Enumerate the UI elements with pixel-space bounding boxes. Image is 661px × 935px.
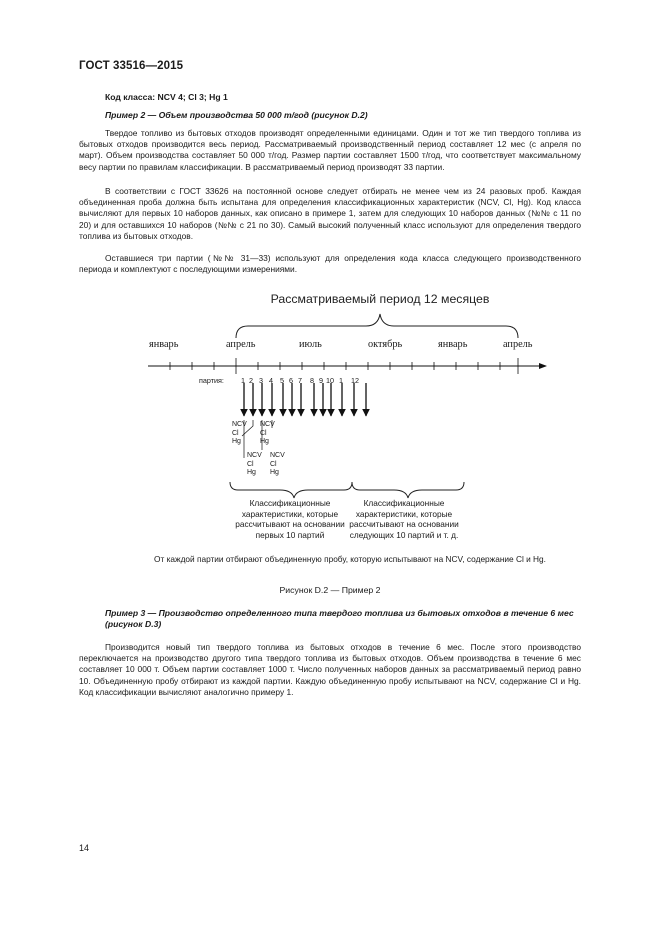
figure-caption: Рисунок D.2 — Пример 2 [279,585,381,595]
example2-paragraph-2: В соответствии с ГОСТ 33626 на постоянной основе следует отбирать не менее чем из 24 разовых проб. Каждая объединенная проба должна быть испытана для определения классификационных характеристик (NCV, Cl, Hg). Код класса вычисляют для первых 10 наборов данных, как описано в примере 1, затем для следующих 10 наборов данных (№№ с 11 по 20) и для оставшихся 10 наборов (№№ с 21 по 30). Самый высокий полученный класс используют для определения твердого топлива из бытовых отходов. [79,186,581,241]
class-first-line: первых 10 партий [255,529,325,540]
month-label: январь [149,339,179,350]
batch-number: 7 [298,376,302,385]
param-group [270,452,285,478]
standard-header: ГОСТ 33516—2015 [79,60,184,72]
param-ncv: NCV [270,452,285,459]
param-hg: Hg [260,438,269,446]
month-label: июль [299,339,322,350]
example2-paragraph-3: Оставшиеся три партии (№№ 31—33) используют для определения кода класса следующего производственного периода и комплектуют с последующими измерениями. [79,253,581,275]
batch-number: 9 [319,376,323,385]
example3-heading [79,608,581,630]
param-cl: Cl [232,429,239,437]
class-first-line: рассчитывают на основании [235,519,345,530]
class-next-line: Классификационные [363,498,445,508]
batch-number: 12 [351,376,359,385]
next-ten-brace [352,482,464,498]
month-label: октябрь [368,339,403,350]
class-next-line: рассчитывают на основании [349,519,459,530]
class-code-line: Код класса: NCV 4; Cl 3; Hg 1 [105,92,228,102]
first-ten-brace [230,482,352,498]
batch-number: 1 [241,376,245,385]
figure-note: От каждой партии отбирают объединенную пробу, которую испытывают на NCV, содержание Cl и Hg. [154,554,546,564]
param-group [247,452,262,478]
figure-title: Рассматриваемый период 12 месяцев [270,292,490,306]
month-label: апрель [503,339,533,350]
param-ncv: NCV [260,421,275,428]
class-next-line: следующих 10 партий и т. д. [349,529,459,540]
page-number: 14 [79,843,90,853]
month-label: апрель [226,339,256,350]
batch-number: 5 [280,376,284,385]
example3-paragraph: Производится новый тип твердого топлива из бытовых отходов в течение 6 мес. После этого производство переключается на производство другого типа твердого топлива из бытовых отходов. Объем производства в течение 6 мес составляет 10 000 т. Объем партии составляет 1000 т. Число полученных наборов данных за рассматриваемый период равно 10. Объединенную пробу отбирают из каждой партии. Каждую объединенную пробу испытывают на NCV, содержание Cl и Hg. Код классификации вычисляют аналогично примеру 1. [79,642,581,697]
batch-number: 4 [269,376,273,385]
param-hg: Hg [270,469,279,477]
batch-number: 1 [339,376,343,385]
class-first-line: Классификационные [249,498,331,508]
batch-label: партия: [199,376,224,385]
batch-arrows [244,383,366,416]
period-brace [236,314,518,338]
param-cl: Cl [247,460,254,468]
batch-number: 8 [310,376,314,385]
example2-heading-text: Пример 2 — Объем производства 50 000 т/год (рисунок D.2) [105,110,368,120]
class-next-ten [334,498,474,540]
param-ncv: NCV [247,452,262,459]
example3-heading-text: Пример 3 — Производство определенного типа твердого топлива из бытовых отходов в течение 6 мес (рисунок D.3) [105,608,574,630]
param-hg: Hg [247,469,256,477]
param-cl: Cl [260,429,267,437]
batch-number: 2 [249,376,253,385]
example2-paragraph-1: Твердое топливо из бытовых отходов производят определенными единицами. Один и тот же тип твердого топлива из бытовых отходов производится весь период. Рассматриваемый производственный период составляет 12 мес (с апреля по март). Объем производства составляет 50 000 т/год. Размер партии составляет 1500 т/год, что соответствует максимальному весу партии по правилам классификации. В рассматриваемый период производят 33 партии. [79,128,581,172]
param-cl: Cl [270,460,277,468]
batch-number: 10 [326,376,334,385]
param-hg: Hg [232,438,241,446]
param-group [232,421,247,447]
batch-number: 3 [259,376,263,385]
month-label: январь [438,339,468,350]
param-group [260,421,275,447]
batch-number: 6 [289,376,293,385]
param-ncv: NCV [232,421,247,428]
class-first-line: характеристики, которые [241,508,339,519]
class-next-line: характеристики, которые [355,508,453,519]
